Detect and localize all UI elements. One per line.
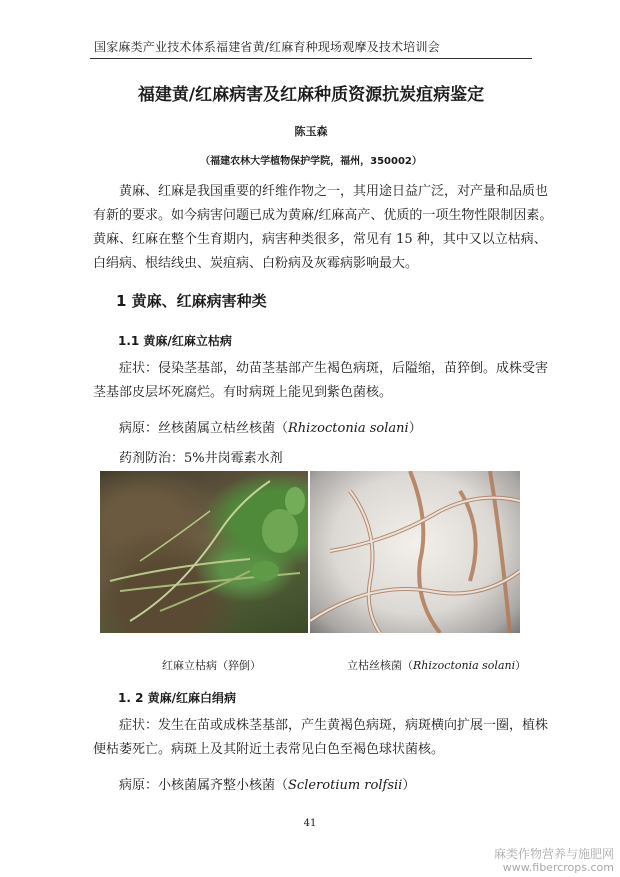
pathogen-prefix: 病原：小核菌属齐整小核菌（ [119,778,289,793]
affiliation: （福建农林大学植物保护学院，福州，350002） [200,156,422,167]
page-number: 41 [303,818,317,829]
watermark-title: 麻类作物营养与施肥网 [493,847,614,861]
pathogen-line [93,774,535,798]
pathogen-latin: Rhizoctonia solani [288,421,409,436]
control-paragraph [93,447,535,471]
symptom-line: 茎基部皮层坏死腐烂。有时病斑上能见到紫色菌核。 [93,385,393,400]
symptom-paragraph [93,357,549,405]
subsection-heading: 1. 2 黄麻/红麻白绢病 [118,691,236,705]
pathogen-latin: Sclerotium rolfsii [288,778,403,793]
caption-right-suffix: ） [515,659,527,672]
micrograph-photo [310,471,520,633]
caption-right-prefix: 立枯丝核菌（ [347,659,413,672]
section-heading: 1 黄麻、红麻病害种类 [116,292,267,310]
control-line: 药剂防治：5%井岗霉素水剂 [119,451,283,466]
header-rule [90,58,532,59]
symptom-line: 便枯萎死亡。病斑上及其附近土表常见白色至褐色球状菌核。 [93,742,445,757]
pathogen-line [93,417,535,441]
author: 陈玉森 [294,125,328,138]
running-header: 国家麻类产业技术体系福建省黄/红麻育种现场观摩及技术培训会 [94,40,440,54]
watermark-url: www.fibercrops.com [502,861,614,874]
pathogen-paragraph [93,417,535,441]
figure-caption-left: 红麻立枯病（猝倒） [162,659,261,672]
symptom-line: 症状：侵染茎基部，幼苗茎基部产生褐色病斑，后隘缩，苗猝倒。成株受害 [119,361,549,376]
pathogen-paragraph [93,774,535,798]
pathogen-prefix: 病原：丝核菌属立枯丝核菌（ [119,421,289,436]
intro-paragraph [93,180,553,276]
intro-line: 有新的要求。如今病害问题已成为黄麻/红麻高产、优质的一项生物性限制因素。 [93,208,553,223]
intro-line: 黄麻、红麻是我国重要的纤维作物之一，其用途日益广泛，对产量和品质也 [119,184,549,199]
intro-line: 白绢病、根结线虫、炭疽病、白粉病及灰霉病影响最大。 [93,256,419,271]
paper-title: 福建黄/红麻病害及红麻种质资源抗炭疽病鉴定 [137,85,485,105]
subsection-heading: 1.1 黄麻/红麻立枯病 [118,334,232,348]
figure-caption-right [347,657,526,673]
intro-line: 黄麻、红麻在整个生育期内，病害种类很多，常见有 15 种，其中又以立枯病、 [93,232,547,247]
caption-right-latin: Rhizoctonia solani [413,659,516,672]
symptom-paragraph [93,714,549,762]
damping-off-photo [100,471,308,633]
pathogen-suffix: ） [402,778,416,793]
symptom-line: 症状：发生在苗或成株茎基部，产生黄褐色病斑，病斑横向扩展一圈，植株 [119,718,549,733]
pathogen-suffix: ） [408,421,422,436]
